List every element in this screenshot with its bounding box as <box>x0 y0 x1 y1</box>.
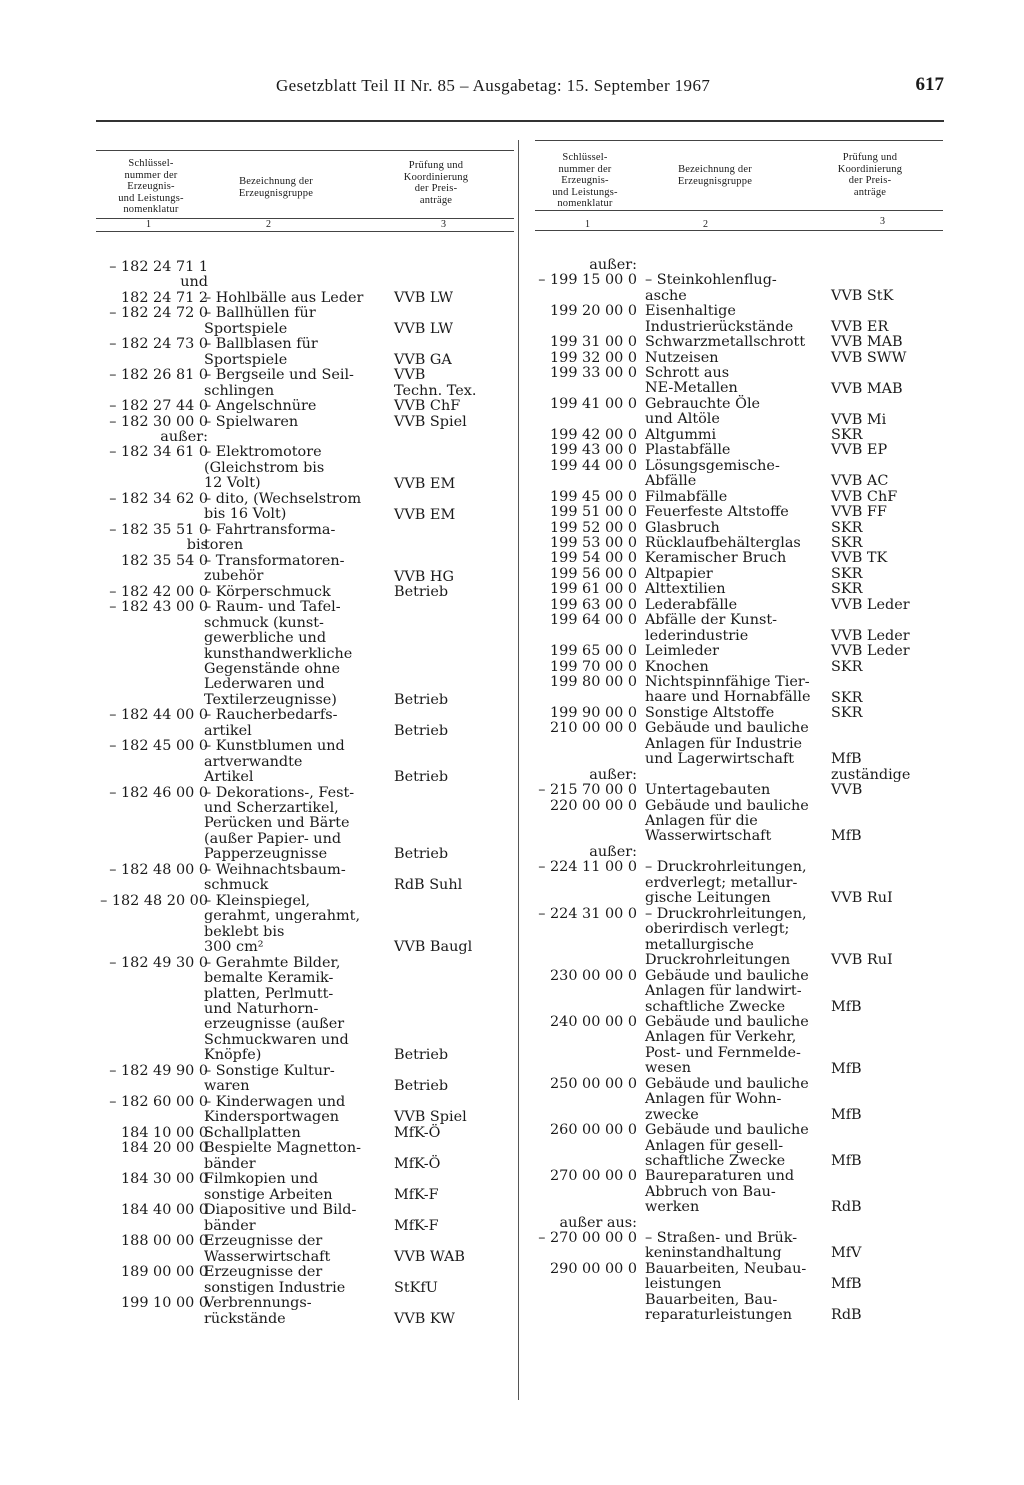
product-group: Bauarbeiten, Neubau- leistungen <box>645 1260 807 1293</box>
key-number: – 224 31 00 0 <box>538 905 637 922</box>
table-row <box>96 1265 514 1296</box>
header-col-number: 3 <box>441 219 446 230</box>
table-row <box>535 258 943 304</box>
header-rule-top <box>535 140 943 141</box>
responsible-authority: VVB WAB <box>394 1248 465 1265</box>
key-number: 210 00 00 0 <box>550 720 637 737</box>
product-group: Gebäude und bauliche Anlagen für gesell- schaftliche Zwecke <box>645 1122 809 1169</box>
product-group: – Angelschnüre <box>204 398 317 415</box>
table-row <box>96 306 514 337</box>
table-row <box>96 1141 514 1172</box>
key-number: 199 54 00 0 <box>550 550 637 567</box>
responsible-authority: VVB Leder <box>831 596 910 613</box>
table-row <box>535 644 943 659</box>
product-group: Baureparaturen und Abbruch von Bau- werken <box>645 1168 795 1216</box>
product-group: Untertagebauten <box>645 781 771 798</box>
table-row <box>96 585 514 600</box>
key-number: 199 31 00 0 <box>550 334 637 351</box>
product-group: Glasbruch <box>645 519 720 536</box>
product-group: Erzeugnisse der Wasserwirtschaft <box>204 1233 331 1265</box>
product-group: Filmkopien und sonstige Arbeiten <box>204 1171 333 1203</box>
product-group: – Fahrtransforma- toren – Transformatoren- zubehör <box>204 522 345 585</box>
table-row <box>535 721 943 767</box>
table-row <box>535 799 943 845</box>
key-number: 199 56 00 0 <box>550 565 637 582</box>
table-row <box>535 1123 943 1169</box>
product-group: Altpapier <box>645 565 713 582</box>
responsible-authority: SKR <box>831 658 863 675</box>
header-designation: Bezeichnung der Erzeugnisgruppe <box>677 164 753 187</box>
responsible-authority: Betrieb <box>394 769 449 786</box>
key-number: 199 44 00 0 <box>550 457 637 474</box>
header-col-number: 2 <box>266 219 271 230</box>
responsible-authority: MfB <box>831 1276 862 1293</box>
responsible-authority: VVB Techn. Tex. <box>394 367 477 399</box>
responsible-authority: MfB <box>831 1106 862 1123</box>
header-col-number: 2 <box>703 219 708 230</box>
product-group: – Weihnachtsbaum- schmuck <box>204 861 346 894</box>
table-row <box>535 1262 943 1293</box>
header-col-number: 1 <box>585 219 590 230</box>
product-group: – Kunstblumen und artverwandte Artikel <box>204 738 345 786</box>
key-number: 199 64 00 0 <box>550 612 637 629</box>
table-row <box>535 1015 943 1077</box>
responsible-authority: MfV <box>831 1245 862 1262</box>
responsible-authority: Betrieb <box>394 1078 449 1095</box>
key-number: außer: – 199 15 00 0 <box>538 257 637 289</box>
product-group: – Ballblasen für Sportspiele <box>204 336 318 368</box>
key-number: – 182 48 20 00 <box>100 892 208 909</box>
page-header <box>96 76 944 106</box>
key-number: – 182 42 00 0 <box>109 584 208 601</box>
table-row <box>535 459 943 490</box>
responsible-authority: VVB ChF <box>831 488 898 505</box>
responsible-authority: VVB Leder <box>831 627 910 644</box>
responsible-authority: VVB Baugl <box>394 939 473 956</box>
product-group: – Steinkohlenflug- asche <box>645 272 777 304</box>
product-group: Schwarzmetallschrott <box>645 334 806 351</box>
table-row <box>535 969 943 1015</box>
table-row <box>535 335 943 350</box>
key-number: – 182 49 30 0 <box>109 954 208 971</box>
key-number: außer aus: – 270 00 00 0 <box>538 1214 637 1247</box>
product-group: Gebrauchte Öle und Altöle <box>645 396 761 428</box>
key-number: 240 00 00 0 <box>550 1013 637 1030</box>
product-group: Abfälle der Kunst- lederindustrie <box>645 612 777 644</box>
table-row <box>535 304 943 335</box>
product-group: – Sonstige Kultur- waren <box>204 1062 335 1095</box>
table-row <box>535 1077 943 1123</box>
product-group: Filmabfälle <box>645 488 728 505</box>
left-table-body <box>96 260 514 1327</box>
responsible-authority: VVB FF <box>831 504 887 521</box>
responsible-authority: MfB <box>831 828 862 845</box>
product-group: Nutzeisen <box>645 349 719 366</box>
responsible-authority: VVB MAB <box>831 334 903 351</box>
table-row <box>96 430 514 492</box>
table-row <box>96 739 514 785</box>
responsible-authority: StKfU <box>394 1279 438 1296</box>
key-number: 199 53 00 0 <box>550 535 637 552</box>
responsible-authority: MfB <box>831 1060 862 1077</box>
product-group: Lederabfälle <box>645 596 738 613</box>
product-group: – Raucherbedarfs- artikel <box>204 707 338 739</box>
responsible-authority: SKR <box>831 689 863 706</box>
product-group: – Kleinspiegel, gerahmt, ungerahmt, beklebt bis 300 cm² <box>204 892 361 955</box>
product-group: Gebäude und bauliche Anlagen für die Wasserwirtschaft <box>645 797 809 845</box>
right-column <box>535 138 943 1324</box>
key-number: – 182 26 81 0 <box>109 367 208 384</box>
table-row <box>96 1172 514 1203</box>
product-group: Keramischer Bruch <box>645 550 787 567</box>
key-number: – 182 43 00 0 <box>109 599 208 616</box>
responsible-authority: RdB <box>831 1307 862 1324</box>
key-number: 189 00 00 0 <box>121 1264 208 1281</box>
responsible-authority: VVB Mi <box>831 411 887 428</box>
responsible-authority: VVB EM <box>394 475 456 492</box>
table-row <box>96 399 514 414</box>
product-group: – Hohlbälle aus Leder <box>204 289 364 306</box>
header-rule-bottom <box>535 230 943 231</box>
key-number: 290 00 00 0 <box>550 1260 637 1277</box>
responsible-authority: VVB KW <box>394 1310 455 1327</box>
header-col-number: 3 <box>880 216 885 227</box>
header-rule-mid <box>96 218 514 219</box>
key-number: 199 32 00 0 <box>550 349 637 366</box>
responsible-authority: VVB ER <box>831 318 889 335</box>
responsible-authority: VVB Spiel <box>394 413 467 430</box>
responsible-authority: MfB <box>831 751 862 768</box>
key-number: – 182 24 73 0 <box>109 336 208 353</box>
responsible-authority: VVB StK <box>831 287 894 304</box>
table-row <box>535 582 943 597</box>
table-row <box>96 1095 514 1126</box>
key-number: – 182 49 90 0 <box>109 1062 208 1079</box>
product-group: Plastabfälle <box>645 442 731 459</box>
key-number: 199 45 00 0 <box>550 488 637 505</box>
key-number: 199 65 00 0 <box>550 643 637 660</box>
table-row <box>535 351 943 366</box>
column-divider <box>518 140 519 1400</box>
product-group: Schallplatten <box>204 1124 301 1141</box>
table-row <box>535 660 943 675</box>
product-group: – Elektromotore (Gleichstrom bis 12 Volt) <box>204 444 325 492</box>
key-number: – 182 35 51 0 bis 182 35 54 0 <box>109 522 208 569</box>
table-row <box>535 397 943 428</box>
table-row <box>535 551 943 566</box>
header-key-number: Schlüssel- nummer der Erzeugnis- und Leistungs- nomenklatur <box>118 158 184 215</box>
product-group: Bauarbeiten, Bau- reparaturleistungen <box>645 1291 792 1324</box>
key-number: 199 80 00 0 <box>550 673 637 690</box>
responsible-authority: VVB GA <box>394 351 452 368</box>
table-row <box>96 863 514 894</box>
key-number: 199 61 00 0 <box>550 581 637 598</box>
table-row <box>535 490 943 505</box>
header-price-review: Prüfung und Koordinierung der Preis- anträge <box>403 160 469 206</box>
header-rule-bottom <box>96 231 514 232</box>
responsible-authority: VVB MAB <box>831 380 903 397</box>
key-number: – 182 60 00 0 <box>109 1093 208 1110</box>
product-group: Gebäude und bauliche Anlagen für Verkehr, Post- und Fernmelde- wesen <box>645 1013 809 1077</box>
product-group: Bespielte Magnetton- bänder <box>204 1140 361 1172</box>
responsible-authority: Betrieb <box>394 692 449 709</box>
product-group: – Druckrohrleitungen, erdverlegt; metallur- gische Leitungen <box>645 859 807 906</box>
product-group: Rücklaufbehälterglas <box>645 535 801 552</box>
responsible-authority: VVB EM <box>394 506 456 523</box>
product-group: Schrott aus NE-Metallen <box>645 365 738 397</box>
key-number: 184 30 00 0 <box>121 1171 208 1188</box>
product-group: Feuerfeste Altstoffe <box>645 504 789 521</box>
product-group: Nichtspinnfähige Tier- haare und Hornabfälle <box>645 673 811 706</box>
key-number: 199 43 00 0 <box>550 442 637 459</box>
key-number: – 182 44 00 0 <box>109 707 208 724</box>
key-number: 199 51 00 0 <box>550 504 637 521</box>
table-header <box>535 138 943 234</box>
table-row <box>96 492 514 523</box>
key-number: 199 70 00 0 <box>550 658 637 675</box>
responsible-authority: VVB EP <box>831 442 888 459</box>
key-number: – 182 24 72 0 <box>109 305 208 322</box>
product-group: Gebäude und bauliche Anlagen für landwirt- schaftliche Zwecke <box>645 967 809 1015</box>
key-number: – 182 46 00 0 <box>109 784 208 801</box>
responsible-authority: Betrieb <box>394 1047 449 1064</box>
responsible-authority: SKR <box>831 427 863 444</box>
table-row <box>535 907 943 969</box>
table-row <box>535 675 943 706</box>
header-key-number: Schlüssel- nummer der Erzeugnis- und Leistungs- nomenklatur <box>552 152 618 209</box>
responsible-authority: VVB TK <box>831 550 888 567</box>
table-row <box>535 567 943 582</box>
responsible-authority: RdB <box>831 1199 862 1216</box>
table-row <box>535 443 943 458</box>
product-group: Alttextilien <box>645 581 726 598</box>
responsible-authority: Betrieb <box>394 584 449 601</box>
product-group: – Ballhüllen für Sportspiele <box>204 305 316 337</box>
responsible-authority: MfK-Ö <box>394 1124 441 1141</box>
table-row <box>96 415 514 430</box>
page-number: 617 <box>915 74 944 95</box>
responsible-authority: SKR <box>831 704 863 721</box>
responsible-authority: VVB LW <box>394 289 454 306</box>
left-column <box>96 138 514 1327</box>
responsible-authority: VVB SWW <box>831 349 907 366</box>
product-group: – Raum- und Tafel- schmuck (kunst- gewerbliche und kunsthandwerkliche Gegenstände ohne Lederwaren und Textilerzeugnisse) <box>204 599 353 708</box>
key-number: – 182 34 62 0 <box>109 491 208 508</box>
key-number: 199 52 00 0 <box>550 519 637 536</box>
table-row <box>96 600 514 708</box>
table-row <box>96 1296 514 1327</box>
table-row <box>96 1064 514 1095</box>
header-rule-mid <box>535 210 943 211</box>
key-number: 184 20 00 0 <box>121 1140 208 1157</box>
responsible-authority: VVB RuI <box>831 890 893 907</box>
responsible-authority: SKR <box>831 581 863 598</box>
key-number: – 182 27 44 0 <box>109 398 208 415</box>
key-number: 199 42 00 0 <box>550 427 637 444</box>
page-title: Gesetzblatt Teil II Nr. 85 – Ausgabetag: 15. September 1967 <box>276 76 711 95</box>
responsible-authority: SKR <box>831 519 863 536</box>
product-group: – Kinderwagen und Kindersportwagen <box>204 1093 346 1126</box>
header-price-review: Prüfung und Koordinierung der Preis- anträge <box>837 152 903 198</box>
key-number: 250 00 00 0 <box>550 1075 637 1092</box>
product-group: Gebäude und bauliche Anlagen für Wohn- zwecke <box>645 1075 809 1123</box>
key-number: außer: – 224 11 00 0 <box>538 843 637 876</box>
table-row <box>96 894 514 956</box>
product-group: – Körperschmuck <box>204 584 331 601</box>
key-number: 230 00 00 0 <box>550 967 637 984</box>
product-group: – Druckrohrleitungen, oberirdisch verlegt; metallurgische Druckrohrleitungen <box>645 905 807 968</box>
product-group: Erzeugnisse der sonstigen Industrie <box>204 1264 346 1296</box>
key-number: 199 20 00 0 <box>550 303 637 320</box>
responsible-authority: VVB ChF <box>394 398 461 415</box>
table-row <box>535 521 943 536</box>
right-table-body <box>535 258 943 1324</box>
table-row <box>535 366 943 397</box>
key-number: außer: – 182 34 61 0 <box>109 429 208 461</box>
key-number: 270 00 00 0 <box>550 1168 637 1185</box>
key-number: 199 41 00 0 <box>550 396 637 413</box>
table-row <box>96 1126 514 1141</box>
responsible-authority: VVB Leder <box>831 643 910 660</box>
product-group: – Spielwaren <box>204 413 299 430</box>
key-number: – 182 48 00 0 <box>109 861 208 878</box>
product-group: Lösungsgemische- Abfälle <box>645 457 780 490</box>
responsible-authority: SKR <box>831 565 863 582</box>
product-group: Knochen <box>645 658 709 675</box>
header-rule <box>96 120 944 122</box>
product-group: – Bergseile und Seil- schlingen <box>204 367 354 399</box>
table-row <box>535 505 943 520</box>
key-number: 188 00 00 0 <box>121 1233 208 1250</box>
product-group: – Dekorations-, Fest- und Scherzartikel, Perücken und Bärte (außer Papier- und Papperzeugnisse <box>204 784 355 863</box>
table-row <box>535 1216 943 1262</box>
table-row <box>535 613 943 644</box>
product-group: Verbrennungs- rückstände <box>204 1295 312 1327</box>
responsible-authority: Betrieb <box>394 723 449 740</box>
header-rule-top <box>96 150 514 151</box>
key-number: 199 33 00 0 <box>550 365 637 382</box>
responsible-authority: VVB Spiel <box>394 1109 467 1126</box>
responsible-authority: MfK-Ö <box>394 1155 441 1172</box>
responsible-authority: zuständige VVB <box>831 766 911 799</box>
key-number: 184 10 00 0 <box>121 1124 208 1141</box>
responsible-authority: MfB <box>831 1153 862 1169</box>
responsible-authority: VVB HG <box>394 568 454 585</box>
table-row <box>535 768 943 799</box>
product-group: Diapositive und Bild- bänder <box>204 1202 357 1234</box>
table-header <box>96 138 514 234</box>
responsible-authority: MfK-F <box>394 1186 439 1203</box>
key-number: 199 90 00 0 <box>550 704 637 721</box>
product-group: – Straßen- und Brük- keninstandhaltung <box>645 1230 798 1262</box>
product-group: – dito, (Wechselstrom bis 16 Volt) <box>204 491 362 523</box>
responsible-authority: MfK-F <box>394 1217 439 1234</box>
product-group: Leimleder <box>645 643 720 660</box>
table-row <box>96 368 514 399</box>
key-number: außer: – 215 70 00 0 <box>538 766 637 798</box>
table-row <box>535 536 943 551</box>
table-row <box>96 1234 514 1265</box>
table-row <box>96 337 514 368</box>
product-group: Sonstige Altstoffe <box>645 704 775 721</box>
header-designation: Bezeichnung der Erzeugnisgruppe <box>238 176 314 199</box>
product-group: Eisenhaltige Industrierückstände <box>645 303 794 335</box>
responsible-authority: Betrieb <box>394 846 449 863</box>
product-group: Altgummi <box>645 427 717 444</box>
key-number: – 182 30 00 0 <box>109 413 208 430</box>
key-number: – 182 45 00 0 <box>109 738 208 755</box>
table-row <box>535 845 943 907</box>
product-group: Gebäude und bauliche Anlagen für Industrie und Lagerwirtschaft <box>645 720 809 768</box>
key-number: 220 00 00 0 <box>550 797 637 814</box>
key-number: 184 40 00 0 <box>121 1202 208 1219</box>
table-row <box>535 598 943 613</box>
table-row <box>535 428 943 443</box>
key-number: 199 10 00 0 <box>121 1295 208 1312</box>
key-number: – 182 24 71 1 und 182 24 71 2 <box>109 259 208 306</box>
table-row <box>96 523 514 585</box>
responsible-authority: VVB RuI <box>831 952 893 969</box>
table-row <box>535 706 943 721</box>
table-row <box>535 1169 943 1215</box>
product-group: – Gerahmte Bilder, bemalte Keramik- platten, Perlmutt- und Naturhorn- erzeugnisse (außer Schmuckwaren und Knöpfe) <box>204 954 349 1064</box>
table-row <box>96 786 514 863</box>
table-row <box>96 956 514 1064</box>
header-col-number: 1 <box>146 219 151 230</box>
table-row <box>96 1203 514 1234</box>
responsible-authority: MfB <box>831 998 862 1015</box>
responsible-authority: VVB LW <box>394 320 454 337</box>
table-row <box>96 708 514 739</box>
key-number: 260 00 00 0 <box>550 1122 637 1139</box>
responsible-authority: RdB Suhl <box>394 877 463 894</box>
table-row <box>535 1293 943 1324</box>
responsible-authority: SKR <box>831 535 863 552</box>
key-number: 199 63 00 0 <box>550 596 637 613</box>
responsible-authority: VVB AC <box>831 473 889 490</box>
table-row <box>96 260 514 306</box>
